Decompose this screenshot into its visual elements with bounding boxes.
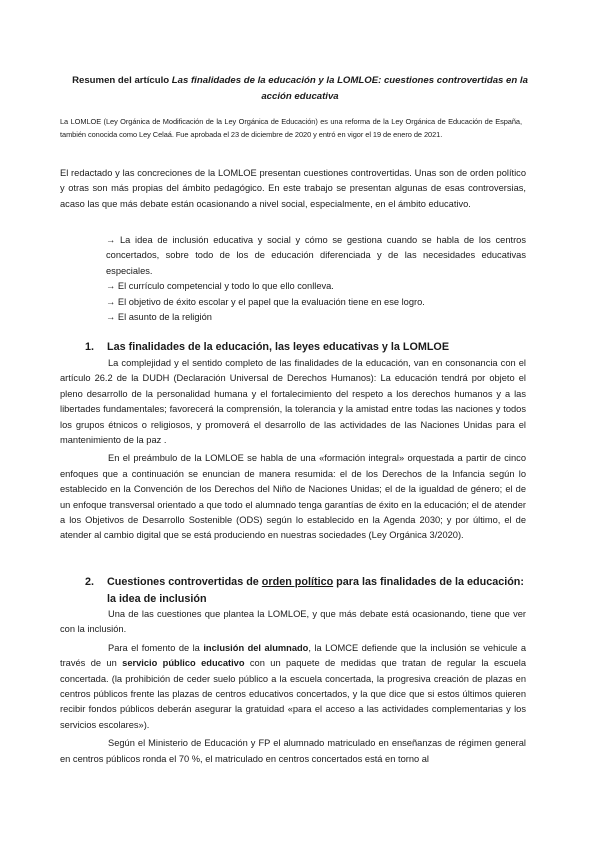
section-1-paragraph-2: En el preámbulo de la LOMLOE se habla de una «formación integral» orquestada a partir de cinco enfoques que a continuación se enuncian de manera resumida: el de los Derechos de la Infancia según lo establecido en la Convención de los Derechos del Niño de Naciones Unidas; el de la igualdad de género; el de un enfoque transversal orientado a que todo el alumnado tenga garantías de éxito en la educación; el de atender a los Objetivos de Desarrollo Sostenible (ODS) según lo establecido en la Agenda 2030; y por último, el de atender al cambio digital que se está produciendo en nuestras sociedades (Ley Orgánica 3/2020).: [60, 453, 526, 541]
text-run: Para el fomento de la: [108, 642, 204, 653]
text-run: con un paquete de medidas que tratan de regular la escuela concertada. (la prohibición de ceder suelo público a la escuela concertada, la progresiva creación de plazas en centros públicos frente las plazas de centros educativos concertados, y la que dice que si estos últimos quieren recibir fondos públicos deberán asegurar la gratuidad «para el acceso a las actividades complementarias y los servicios escolares»).: [60, 658, 527, 730]
list-item: → El currículo competencial y todo lo que ello conlleva.: [106, 281, 334, 292]
controversies-list: [106, 233, 526, 325]
section-title: [107, 574, 526, 607]
list-item: → El asunto de la religión: [106, 312, 212, 323]
section-title-underlined: orden político: [261, 576, 334, 588]
bold-term: servicio público educativo: [122, 658, 245, 669]
title-article-name: Las finalidades de la educación y la LOMLOE: cuestiones controvertidas en la acción educativa: [171, 75, 528, 102]
intro-paragraph: La LOMLOE (Ley Orgánica de Modificación de la Ley Orgánica de Educación) es una reforma de la Ley Orgánica de Educación de España, también conocida como Ley Celaá. Fue aprobada el 23 de diciembre de 2020 y entró en vigor el 19 de enero de 2021.: [60, 117, 522, 139]
paragraph-text: El redactado y las concreciones de la LOMLOE presentan cuestiones controvertidas. Unas son de orden político y otras son más propias del ámbito pedagógico. En este trabajo se presentan algunas de esas controversias, acaso las que más debate están ocasionando a nivel social, especialmente, en el ámbito educativo.: [60, 168, 526, 209]
title-prefix: Resumen del artículo: [72, 75, 172, 86]
text-run: , la LOMCE defiende que la inclusión se vehicule a través de un: [60, 642, 526, 669]
section-2-paragraph-3: Según el Ministerio de Educación y FP el alumnado matriculado en enseñanzas de régimen general en centros públicos ronda el 70 %, el matriculado en centros concertados está en torno al: [60, 738, 526, 764]
section-title-end: para las finalidades de la educación: la idea de inclusión: [107, 576, 524, 605]
section-2-body: [60, 607, 526, 767]
section-1-heading: [85, 339, 526, 356]
section-2-heading: [85, 574, 526, 607]
list-item: → El objetivo de éxito escolar y el papel que la evaluación tiene en ese logro.: [106, 296, 425, 307]
list-item: → La idea de inclusión educativa y social y cómo se gestiona cuando se habla de los centros concertados, sobre todo de los de educación diferenciada y de las necesidades educativas especiales.: [106, 235, 526, 276]
bold-term: inclusión del alumnado: [203, 642, 309, 653]
section-1-paragraph-1: La complejidad y el sentido completo de las finalidades de la educación, van en consonancia con el artículo 26.2 de la DUDH (Declaración Universal de Derechos Humanos): La educación tendrá por objeto el pleno desarrollo de la personalidad humana y el fortalecimiento del respeto a los derechos humanos y a las libertades fundamentales; favorecerá la comprensión, la tolerancia y la amistad entre todas las naciones y todos los grupos étnicos o religiosos, y promoverá el desarrollo de las actividades de las Naciones Unidas para el mantenimiento de la paz .: [60, 358, 526, 446]
document-title: [60, 73, 540, 105]
section-title-start: Cuestiones controvertidas de: [107, 576, 262, 588]
section-1-body: [60, 356, 526, 544]
section-2-paragraph-1: Una de las cuestiones que plantea la LOMLOE, y que más debate está ocasionando, tiene que ver con la inclusión.: [60, 609, 526, 635]
section-number: 2.: [85, 576, 95, 588]
section-number: 1.: [85, 341, 95, 353]
introduction-paragraph: [60, 166, 526, 212]
section-2-paragraph-2: [60, 641, 526, 733]
section-title: Las finalidades de la educación, las leyes educativas y la LOMLOE: [107, 341, 450, 353]
